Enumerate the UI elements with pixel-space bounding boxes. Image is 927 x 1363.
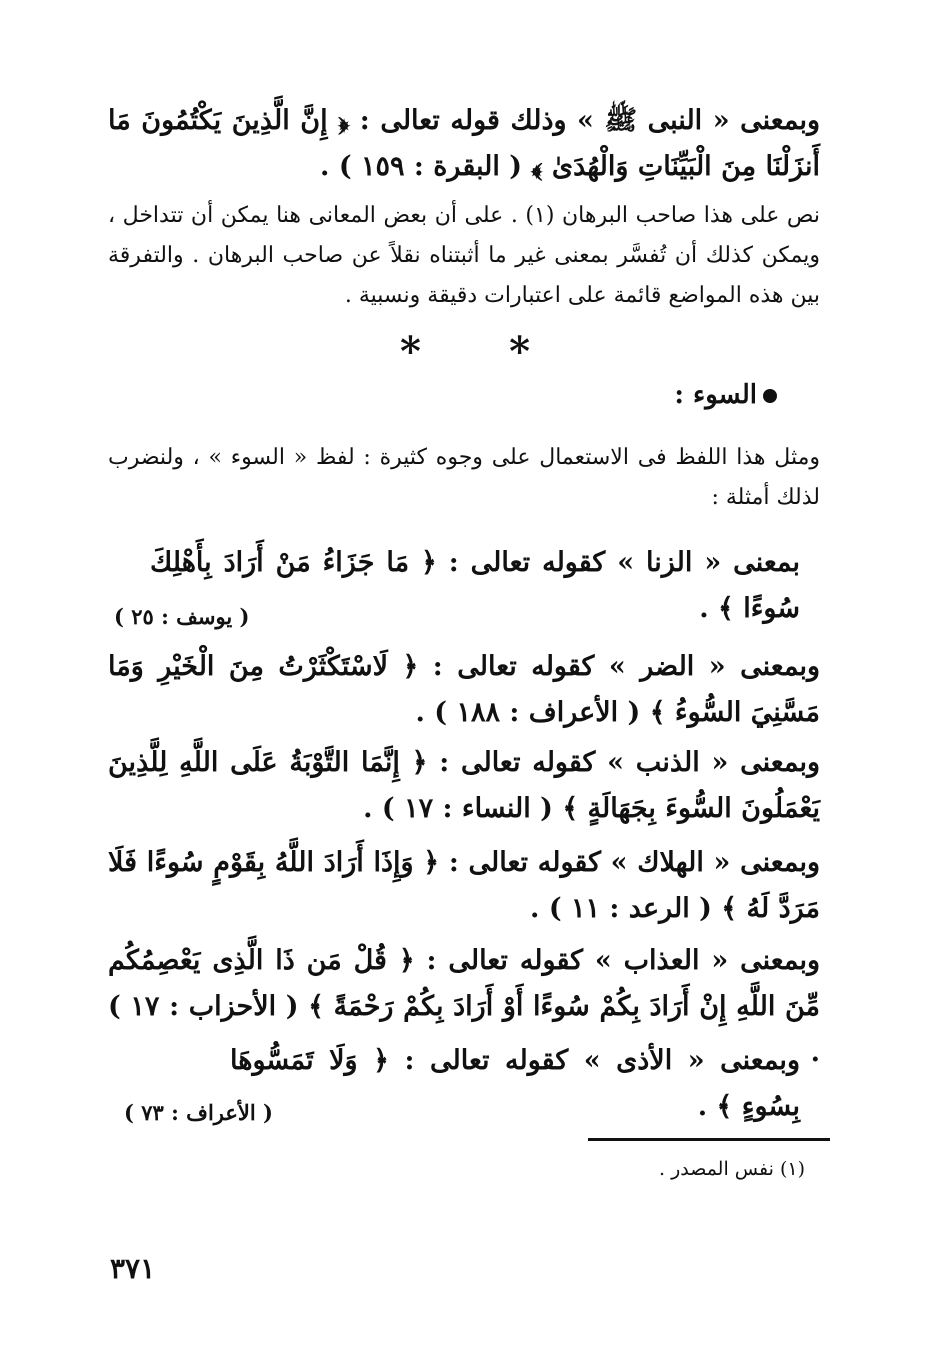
section-heading <box>674 380 777 410</box>
reference-araf: ( الأعراف : ٧٣ ) <box>124 1100 273 1125</box>
section-separator <box>400 328 530 375</box>
star-left: * <box>400 328 421 375</box>
reference-yusuf: ( يوسف : ٢٥ ) <box>114 604 250 629</box>
paragraph-dhanb: وبمعنى « الذنب » كقوله تعالى : ﴿ إِنَّمَا التَّوْبَةُ عَلَى اللَّهِ لِلَّذِينَ يَعْمَلُونَ السُّوءَ بِجَهَالَةٍ ﴾ ( النساء : ١٧ ) . <box>108 747 820 824</box>
bullet-icon <box>763 389 777 403</box>
paragraph-adhab: وبمعنى « العذاب » كقوله تعالى : ﴿ قُلْ مَن ذَا الَّذِى يَعْصِمُكُم مِّنَ اللَّهِ إِنْ أَرَادَ بِكُمْ سُوءًا أَوْ أَرَادَ بِكُمْ رَحْمَةً ﴾ ( الأحزاب : ١٧ ) . <box>108 945 820 1068</box>
paragraph-zina: بمعنى « الزنا » كقوله تعالى : ﴿ مَا جَزَاءُ مَنْ أَرَادَ بِأَهْلِكَ سُوءًا ﴾ . <box>150 547 800 624</box>
paragraph-intro-suu: ومثل هذا اللفظ فى الاستعمال على وجوه كثيرة : لفظ « السوء » ، ولنضرب لذلك أمثلة : <box>108 445 820 510</box>
paragraph-burhan-note: نص على هذا صاحب البرهان (١) . على أن بعض المعانى هنا يمكن أن تتداخل ، ويمكن كذلك أن تُفسَّر بمعنى غير ما أثبتناه نقلاً عن صاحب البرهان . والتفرقة بين هذه المواضع قائمة على اعتبارات دقيقة ونسبية . <box>108 203 820 308</box>
footnote-divider <box>588 1138 830 1141</box>
footnote: (١) نفس المصدر . <box>658 1158 805 1180</box>
paragraph-halak: وبمعنى « الهلاك » كقوله تعالى : ﴿ وَإِذَا أَرَادَ اللَّهُ بِقَوْمٍ سُوءًا فَلَا مَرَدَّ لَهُ ﴾ ( الرعد : ١١ ) . <box>108 847 820 924</box>
paragraph-adha: وبمعنى « الأذى » كقوله تعالى : ﴿ وَلَا تَمَسُّوهَا بِسُوءٍ ﴾ . <box>230 1045 800 1122</box>
paragraph-prophet: وبمعنى « النبى ﷺ » وذلك قوله تعالى : ﴿ إِنَّ الَّذِينَ يَكْتُمُونَ مَا أَنزَلْنَا مِنَ الْبَيِّنَاتِ وَالْهُدَىٰ ﴾ ( البقرة : ١٥٩ ) . <box>108 105 820 182</box>
star-right: * <box>509 328 530 375</box>
section-title: السوء : <box>674 380 757 410</box>
page-number: ٣٧١ <box>110 1252 156 1285</box>
paragraph-durr: وبمعنى « الضر » كقوله تعالى : ﴿ لَاسْتَكْثَرْتُ مِنَ الْخَيْرِ وَمَا مَسَّنِيَ السُّوءُ ﴾ ( الأعراف : ١٨٨ ) . <box>108 651 820 728</box>
